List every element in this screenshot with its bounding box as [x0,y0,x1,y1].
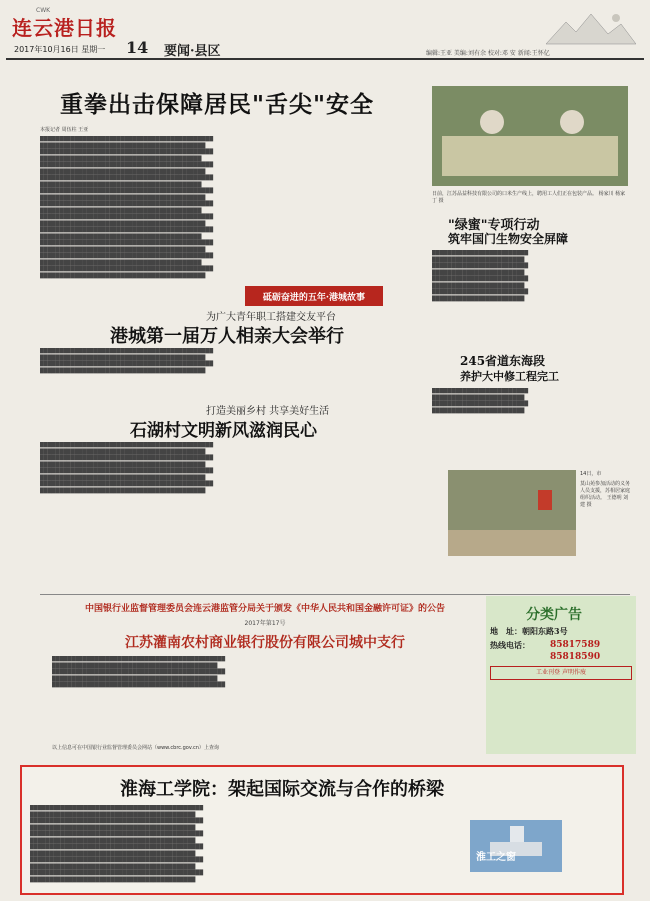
photo-note-date: 14日，市 [580,471,602,477]
side-story-2-headline: 245省道东海段 [460,354,546,368]
dateline: 2017年10月16日 星期一 [14,45,106,54]
classified-hotline: 热线电话： [490,640,530,650]
classified-ad-box [486,596,636,754]
story-3-kicker: 打造美丽乡村 共享美好生活 [206,406,330,417]
page-number: 14 [126,38,149,57]
newspaper-logo: 连云港日报 [12,16,117,40]
classified-head: 分类广告 [526,607,582,623]
top-story-body: █████████████████████████████████████████████ ███████████████████████████████████████████ █████████████████████████████████████████████ ██████████████████████████████████████████ █████████████████████████████████████████████ ███████████████████████████████████████████ █████████████████████████████████████████████ ██████████████████████████████████████████ █████████████████████████████████████████████ ███████████████████████████████████████████ █████████████████████████████████████████████ ██████████████████████████████████████████ █████████████████████████████████████████████ ███████████████████████████████████████████ █████████████████████████████████████████████ ██████████████████████████████████████████ █████████████████████████████████████████████ ███████████████████████████████████████████ █████████████████████████████████████████████ ██████████████████████████████████████████ █████████████████████████████████████████████ ███████████████████████████████████████████ [40,136,214,279]
story-3-body: █████████████████████████████████████████████ ███████████████████████████████████████████ █████████████████████████████████████████████ ███████████████████████████████████████████ █████████████████████████████████████████████ ███████████████████████████████████████████ █████████████████████████████████████████████ ███████████████████████████████████████████ [40,442,214,494]
top-headline: 重拳出击保障居民"舌尖"安全 [60,91,374,118]
classified-phone-2: 85818590 [550,652,601,662]
notice-headline: 中国银行业监督管理委员会连云港监管分局关于颁发《中华人民共和国金融许可证》的公告 [84,604,445,614]
masthead [6,4,644,60]
feature-title: 淮海工学院：架起国际交流与合作的桥梁 [120,779,444,800]
top-story-photo [432,86,628,186]
feature-body: █████████████████████████████████████████████ ███████████████████████████████████████████ █████████████████████████████████████████████ ███████████████████████████████████████████ █████████████████████████████████████████████ ███████████████████████████████████████████ █████████████████████████████████████████████ ███████████████████████████████████████████ █████████████████████████████████████████████ ███████████████████████████████████████████ █████████████████████████████████████████████ ███████████████████████████████████████████ [30,805,204,883]
activity-photo [448,470,576,556]
side-story-2-subhead: 养护大中修工程完工 [460,370,559,383]
notice-footer: 以上信息可在中国银行业监督管理委员会网站（www.cbrc.gov.cn）上查询 [52,745,219,751]
story-2-body: █████████████████████████████████████████████ ███████████████████████████████████████████ █████████████████████████████████████████████ ███████████████████████████████████████████ [40,348,214,374]
story-2-kicker: 为广大青年职工搭建交友平台 [206,312,336,323]
feature-stamp-image [470,820,562,872]
side-story-2-body: █████████████████████████ ████████████████████████ █████████████████████████ ████████████████████████ [432,388,529,414]
notice-body: █████████████████████████████████████████████ ███████████████████████████████████████████ █████████████████████████████████████████████ ███████████████████████████████████████████ █████████████████████████████████████████████ [52,656,226,688]
side-story-1-subhead: 筑牢国门生物安全屏障 [448,232,569,246]
story-3-headline: 石湖村文明新风滋润民心 [130,421,317,441]
story-2-headline: 港城第一届万人相亲大会举行 [110,326,344,347]
top-byline: 本报记者 周伍柱 王亚 [40,127,89,133]
section-title: 要闻·县区 [164,44,221,59]
ad-divider [40,594,630,595]
side-story-1-body: █████████████████████████ ████████████████████████ █████████████████████████ ████████████████████████ █████████████████████████ ████████████████████████ █████████████████████████ ████████████████████████ [432,250,529,302]
photo-note-caption: 莫山苑参加活动的义务人员支援，苏相居家庭组织活动。 王德明 刘建 摄 [580,481,631,508]
column-badge: 砥砺奋进的五年·港城故事 [245,286,383,306]
classified-address: 地 址：朝阳东路3号 [490,626,568,636]
editor-credits: 编辑:王亚 美编:刘有余 校对:邓 安 新闻:王怀亿 [426,50,550,57]
logo-sub: CWK [36,7,51,14]
top-photo-caption: 日前，江苏品益科技有限公司的口米生产线上，聘用工人们正在包装产品。 杨家川 杨家丁 摄 [432,191,626,204]
side-story-1-headline: "绿蜜"专项行动 [448,218,540,233]
classified-notice-box: 工业刊登 声明作废 [490,666,632,680]
classified-phone-1: 85817589 [550,640,601,650]
bank-branch-title: 江苏灌南农村商业银行股份有限公司城中支行 [125,635,405,651]
notice-issue: 2017年第17号 [244,620,286,627]
masthead-illustration [546,10,636,46]
feature-stamp-label: 淮工之窗 [476,852,516,863]
